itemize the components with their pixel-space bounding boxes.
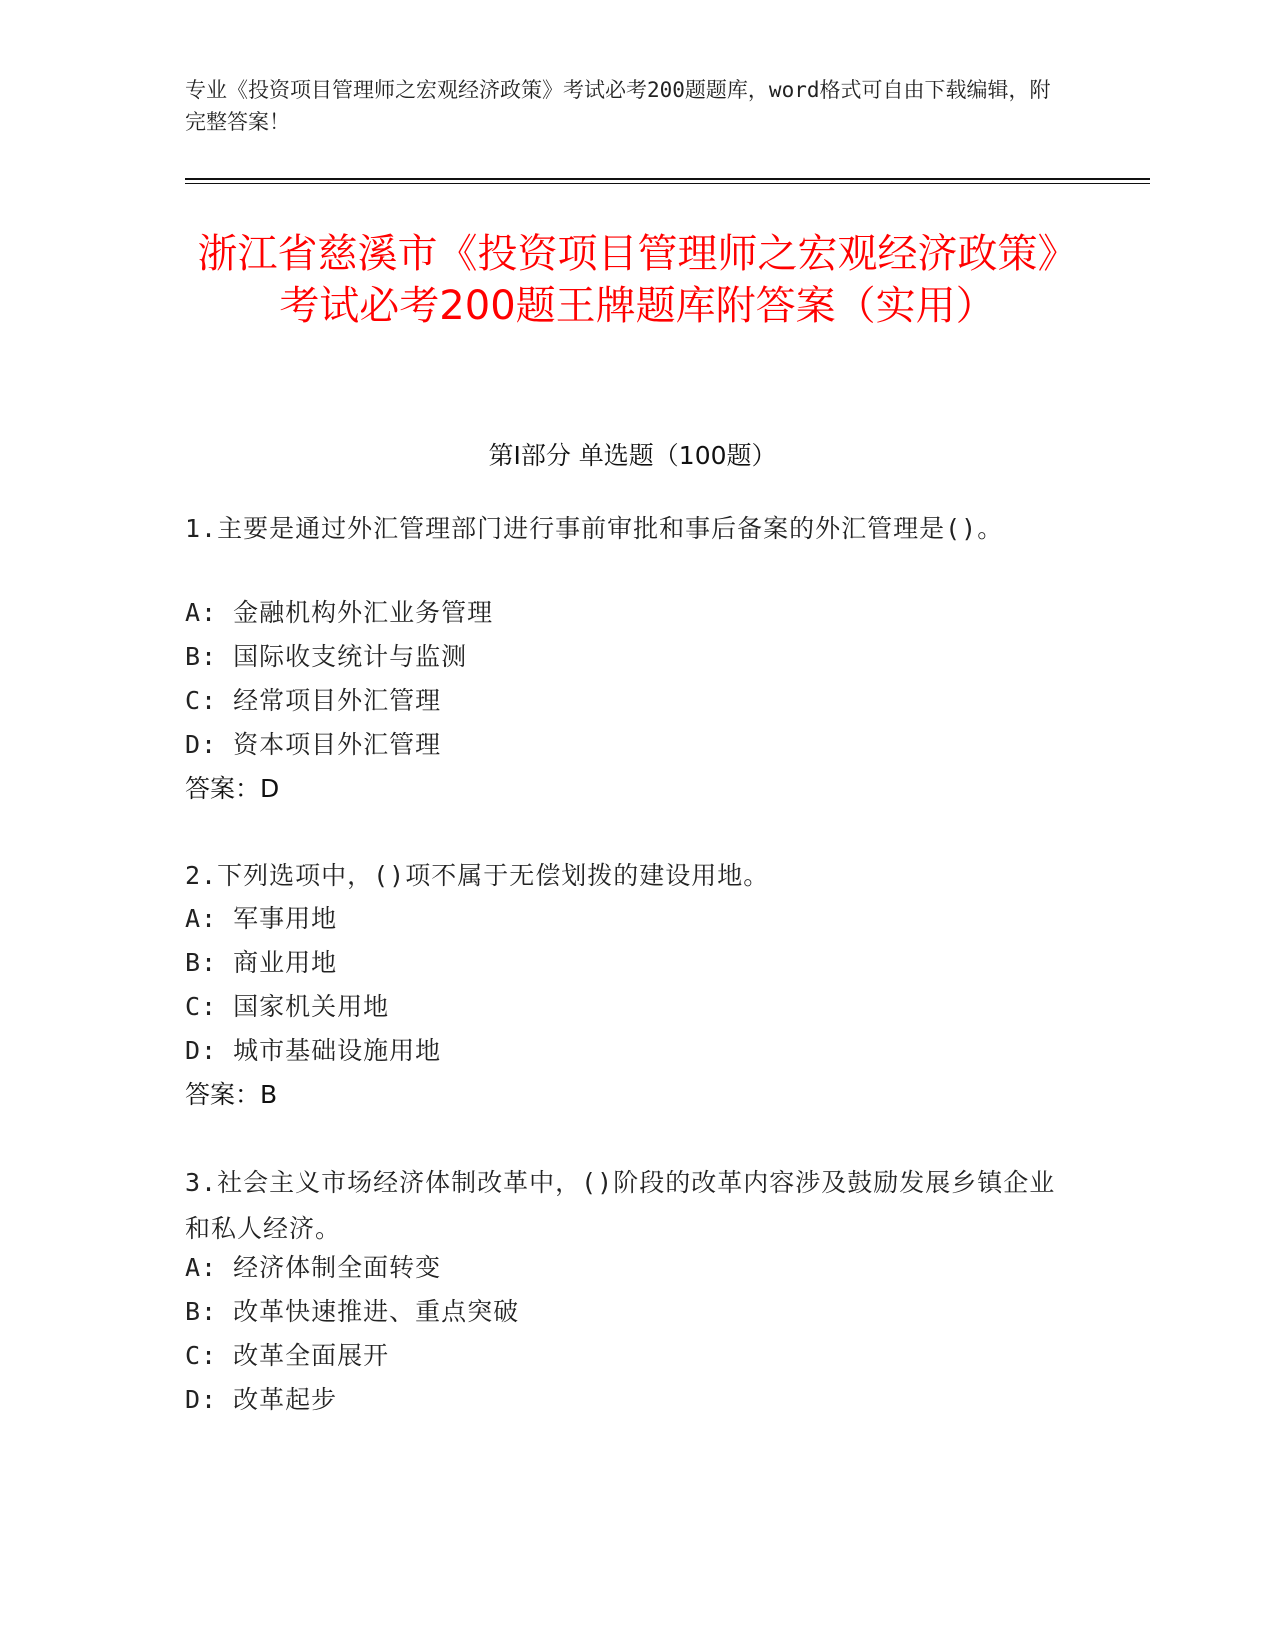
question-1-option-a: A: 金融机构外汇业务管理 xyxy=(185,598,494,627)
question-1-option-c: C: 经常项目外汇管理 xyxy=(185,686,442,715)
question-1-stem: 1.主要是通过外汇管理部门进行事前审批和事后备案的外汇管理是()。 xyxy=(185,514,1004,543)
question-1-answer: 答案：D xyxy=(185,774,280,803)
question-2-stem: 2.下列选项中，()项不属于无偿划拨的建设用地。 xyxy=(185,861,770,890)
header-note: 专业《投资项目管理师之宏观经济政策》考试必考200题题库，word格式可自由下载编辑，附完整答案！ xyxy=(185,78,1051,134)
question-1-option-b: B: 国际收支统计与监测 xyxy=(185,642,468,671)
question-3-option-a: A: 经济体制全面转变 xyxy=(185,1253,442,1282)
question-3-option-b: B: 改革快速推进、重点突破 xyxy=(185,1297,520,1326)
question-2-option-c: C: 国家机关用地 xyxy=(185,992,390,1021)
question-2-option-a: A: 军事用地 xyxy=(185,904,338,933)
header-rule-thick xyxy=(185,178,1150,180)
question-3-stem: 3.社会主义市场经济体制改革中，()阶段的改革内容涉及鼓励发展乡镇企业和私人经济。 xyxy=(185,1168,1056,1243)
question-1-option-d: D: 资本项目外汇管理 xyxy=(185,730,442,759)
question-3-option-c: C: 改革全面展开 xyxy=(185,1341,390,1370)
section-title: 第I部分 单选题（100题） xyxy=(488,441,777,470)
header-rule-thin xyxy=(185,183,1150,184)
question-2-answer: 答案：B xyxy=(185,1080,278,1109)
question-2-option-b: B: 商业用地 xyxy=(185,948,338,977)
document-title: 浙江省慈溪市《投资项目管理师之宏观经济政策》考试必考200题王牌题库附答案（实用） xyxy=(197,231,1078,329)
question-2-option-d: D: 城市基础设施用地 xyxy=(185,1036,442,1065)
question-3-option-d: D: 改革起步 xyxy=(185,1385,338,1414)
